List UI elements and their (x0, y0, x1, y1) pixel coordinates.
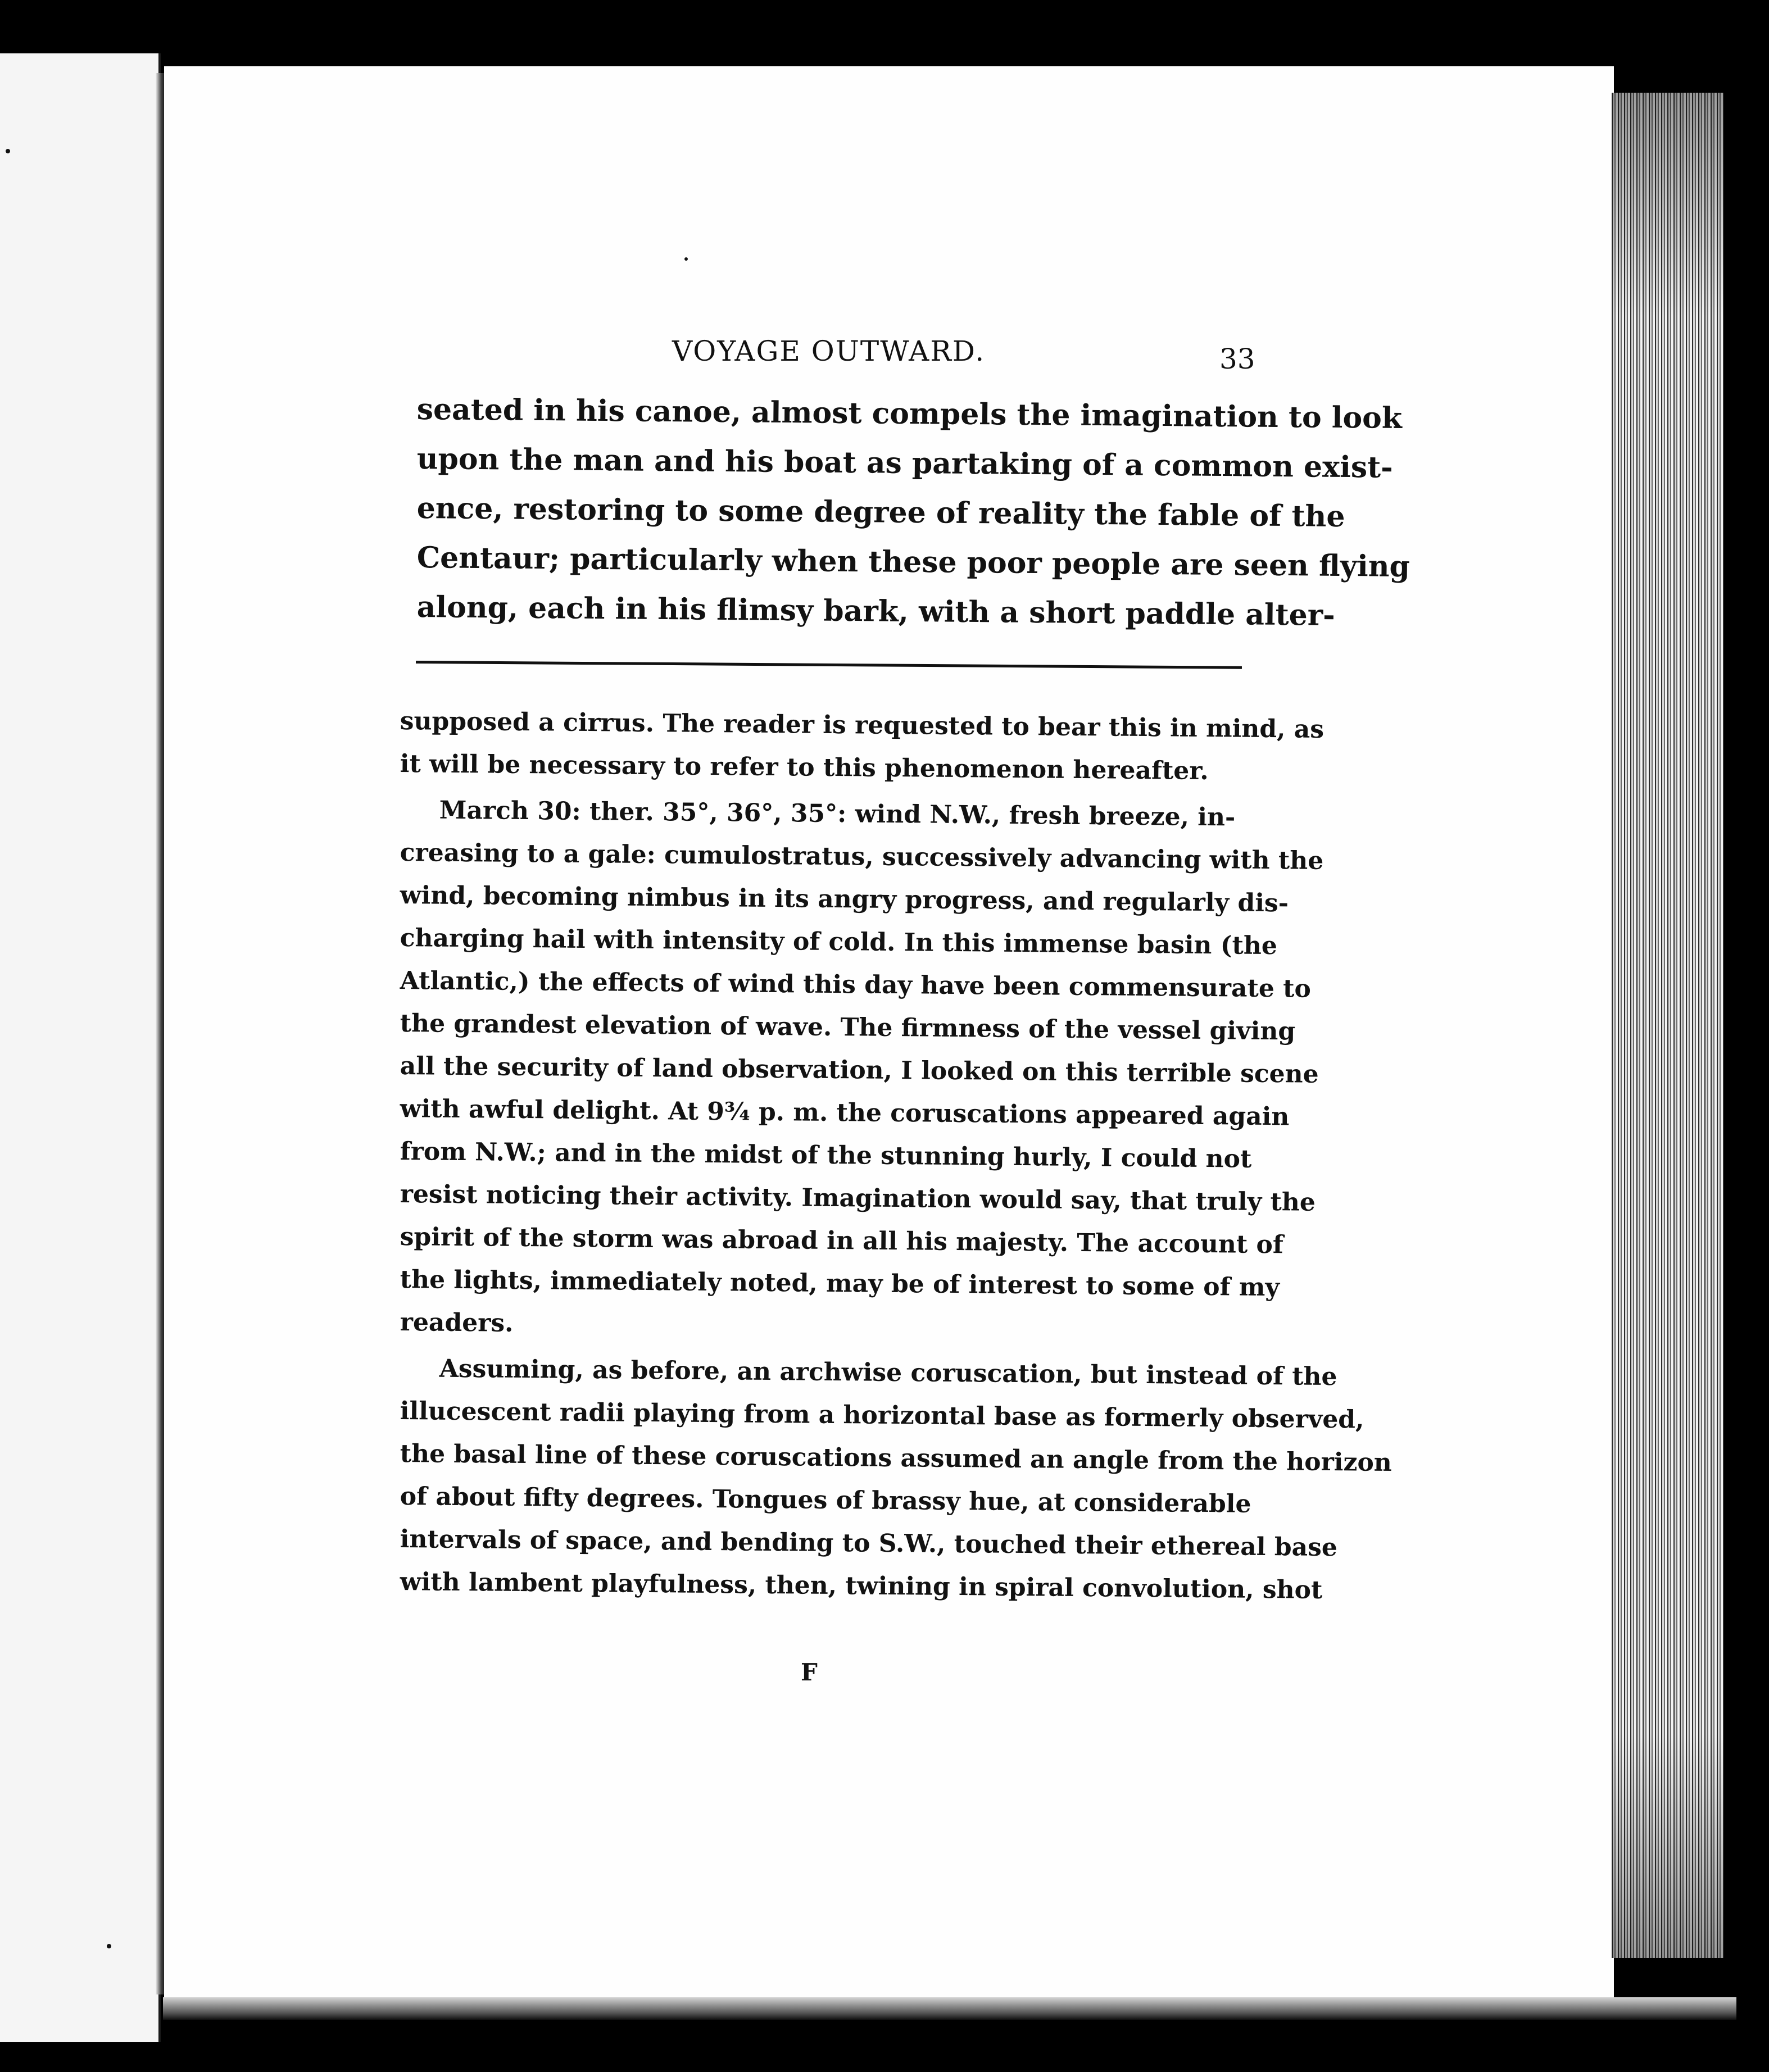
main-text-block (416, 392, 1410, 639)
book-bottom-edge (163, 1997, 1736, 2020)
main-text-line: along, each in his flimsy bark, with a short paddle alter- (416, 590, 1336, 633)
page-number: 33 (1219, 343, 1255, 375)
footnote-line: it will be necessary to refer to this phenomenon hereafter. (400, 749, 1209, 786)
speck-mark (684, 257, 688, 261)
speck-mark (6, 149, 10, 153)
footnote-line: the basal line of these coruscations assumed an angle from the horizon (400, 1439, 1392, 1478)
signature-mark: F (801, 1658, 818, 1686)
footnote-line: wind, becoming nimbus in its angry progress, and regularly dis- (400, 881, 1289, 918)
footnote-line: spirit of the storm was abroad in all his majesty. The account of (400, 1223, 1284, 1260)
footnote-line: March 30: ther. 35°, 36°, 35°: wind N.W., fresh breeze, in- (439, 796, 1236, 832)
page-edges-shade (1612, 93, 1724, 1958)
footnote-line: charging hail with intensity of cold. In this immense basin (the (400, 924, 1278, 961)
footnote-line: the grandest elevation of wave. The firmness of the vessel giving (400, 1009, 1296, 1046)
footnote-line: intervals of space, and bending to S.W., touched their ethereal base (400, 1525, 1338, 1562)
footnote-line: creasing to a gale: cumulostratus, successively advancing with the (400, 838, 1324, 875)
footnote-line: with lambent playfulness, then, twining in spiral convolution, shot (400, 1567, 1323, 1605)
footnote-line: Atlantic,) the effects of wind this day have been commensurate to (400, 966, 1312, 1003)
footnote-line: readers. (400, 1308, 514, 1338)
footnote-line: of about fifty degrees. Tongues of brassy hue, at considerable (400, 1482, 1251, 1519)
footnote-line: with awful delight. At 9¾ p. m. the coruscations appeared again (400, 1094, 1290, 1132)
footnote-block (400, 707, 1392, 1639)
footnote-line: all the security of land observation, I looked on this terrible scene (400, 1052, 1319, 1089)
main-text-line: Centaur; particularly when these poor people are seen flying (416, 540, 1410, 584)
main-text-line: upon the man and his boat as partaking of a common exist- (416, 442, 1394, 485)
footnote-line: the lights, immediately noted, may be of interest to some of my (400, 1265, 1280, 1302)
main-text-line: seated in his canoe, almost compels the imagination to look (416, 392, 1403, 435)
footnote-line: from N.W.; and in the midst of the stunning hurly, I could not (400, 1137, 1252, 1174)
footnote-line: resist noticing their activity. Imagination would say, that truly the (400, 1180, 1316, 1217)
footnote-line: supposed a cirrus. The reader is requested to bear this in mind, as (400, 707, 1325, 744)
speck-mark (107, 1944, 111, 1948)
footnote-line: Assuming, as before, an archwise coruscation, but instead of the (439, 1354, 1337, 1392)
running-head: VOYAGE OUTWARD. (672, 335, 986, 367)
facing-page-left (0, 53, 161, 2042)
footnote-line: illucescent radii playing from a horizontal base as formerly observed, (400, 1397, 1364, 1434)
main-text-line: ence, restoring to some degree of reality the fable of the (416, 491, 1345, 534)
